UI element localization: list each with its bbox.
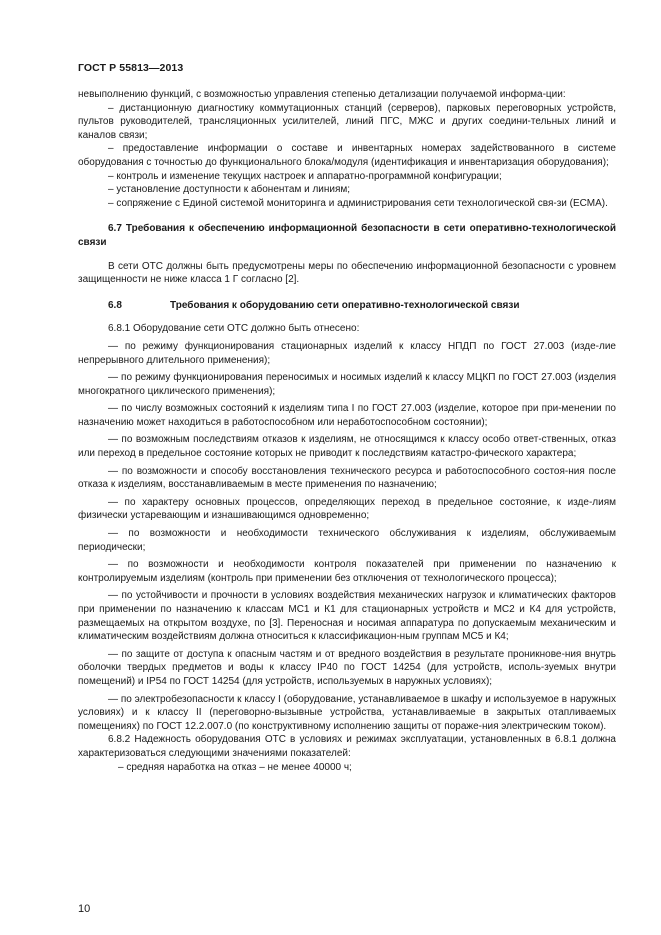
- document-header: ГОСТ Р 55813—2013: [78, 62, 184, 74]
- list-item: – средняя наработка на отказ – не менее 40000 ч;: [118, 761, 352, 773]
- section-heading-6-8: [78, 299, 616, 313]
- section-heading-6-7: 6.7 Требования к обеспечению информационной безопасности в сети оперативно-технологической связи: [78, 223, 616, 248]
- list-item: — по электробезопасности к классу I (оборудование, устанавливаемое в шкафу и используемое в наружных условиях) и к классу II (переговорно-вызывные устройства, устанавливаемые в закрытых отапливаемых помещениях) по ГОСТ 12.2.007.0 (по конструктивному исполнению защиты от пораже-ния электрическим током).: [78, 693, 616, 732]
- list-item: — по возможности и способу восстановления технического ресурса и работоспособного состоя-ния после отказа к изделиям, восстанавливаемым в месте применения по назначению;: [78, 465, 616, 491]
- list-item: — по защите от доступа к опасным частям и от вредного воздействия в результате проникнове-ния внутрь оболочки твердых предметов и воды к классу IP40 по ГОСТ 14254 (для устройств, исполь-зуемых внутри помещений) и IP54 по ГОСТ 14254 (для устройств, используемых в наружных условиях);: [78, 648, 616, 687]
- list-item: – предоставление информации о составе и инвентарных номерах задействованного в системе оборудования с точностью до функционального блока/модуля (идентификация и инвентаризация оборудования);: [78, 143, 616, 168]
- list-item: — по характеру основных процессов, определяющих переход в предельное состояние, к изде-лиям физически устаревающим и изнашивающимся одновременно;: [78, 496, 616, 522]
- document-body: [78, 88, 616, 774]
- paragraph: 6.8.2 Надежность оборудования ОТС в условиях и режимах эксплуатации, установленных в 6.8.1 должна характеризоваться следующими значениями показателей:: [78, 734, 616, 759]
- list-item: — по режиму функционирования переносимых и носимых изделий к классу МЦКП по ГОСТ 27.003 (изделия многократного циклического применения);: [78, 372, 616, 397]
- paragraph: В сети ОТС должны быть предусмотрены меры по обеспечению информационной безопасности с уровнем защищенности не ниже класса 1 Г согласно [2].: [78, 260, 616, 286]
- list-item: – контроль и изменение текущих настроек и аппаратно-программной конфигурации;: [108, 170, 502, 182]
- paragraph: невыполнению функций, с возможностью управления степенью детализации получаемой информа-ции:: [78, 89, 566, 100]
- paragraph: 6.8.1 Оборудование сети ОТС должно быть отнесено:: [108, 323, 360, 335]
- list-item: – дистанционную диагностику коммутационных станций (серверов), парковых переговорных устройств, пультов руководителей, трансляционных усилителей, линий ПГС, МЖС и других соедини-тельных линий и каналов связи;: [78, 102, 616, 141]
- list-item: — по возможным последствиям отказов к изделиям, не относящимся к классу особо ответ-ственных, отказ или переход в предельное состояние которых не приводит к последствиям катастро-фического характера;: [78, 434, 616, 460]
- list-item: — по режиму функционирования стационарных изделий к классу НПДП по ГОСТ 27.003 (изде-лие непрерывного длительного применения);: [78, 340, 616, 366]
- list-item: — по числу возможных состояний к изделиям типа I по ГОСТ 27.003 (изделие, которое при при-менении по назначению может находиться в работоспособном или неработоспособном состоянии);: [78, 403, 616, 428]
- list-item: – сопряжение с Единой системой мониторинга и администрирования сети технологической свя-зи (ЕСМА).: [108, 197, 608, 209]
- section-number: 6.8: [108, 299, 122, 311]
- list-item: – установление доступности к абонентам и линиям;: [108, 184, 351, 196]
- section-title: Требования к оборудованию сети оперативно-технологической связи: [170, 299, 520, 311]
- list-item: — по возможности и необходимости контроля показателей при применении по назначению к контролируемым изделиям (контроль при применении без отключения от технологического процесса);: [78, 559, 616, 584]
- page-number: 10: [78, 903, 91, 915]
- list-item: — по возможности и необходимости технического обслуживания к изделиям, обслуживаемым периодически;: [78, 528, 616, 553]
- list-item: — по устойчивости и прочности в условиях воздействия механических нагрузок и климатических факторов при применении по назначению к классам МС1 и К1 для стационарных устройств и МС2 и К4 для устройств, размещаемых на открытом воздухе, по [3]. Переносная и носимая аппаратура по допускаемым механическим и климатическим воздействиям должна относиться к классификацион-ным группам МС5 и К4;: [78, 590, 616, 643]
